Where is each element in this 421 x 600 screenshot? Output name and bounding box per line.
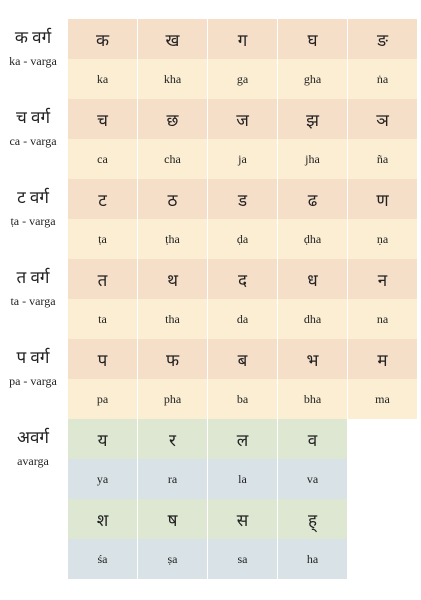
varga-3-latin-cell: da <box>208 299 277 339</box>
varga-0-devanagari-cell: क <box>68 19 137 59</box>
varga-label-0 <box>0 27 66 69</box>
avarga-latin-cell: ṣa <box>138 539 207 579</box>
varga-2-latin-cell: ḍa <box>208 219 277 259</box>
varga-0-devanagari-cell: ग <box>208 19 277 59</box>
varga-4-devanagari-cell: ब <box>208 339 277 379</box>
avarga-devanagari-cell: स <box>208 499 277 539</box>
avarga-latin-cell: ya <box>68 459 137 499</box>
varga-2-devanagari-cell: ण <box>348 179 417 219</box>
varga-4-latin-cell: pa <box>68 379 137 419</box>
varga-label-2-devanagari: ट वर्ग <box>17 188 49 207</box>
avarga-latin-cell: ha <box>278 539 347 579</box>
avarga-latin-cell: la <box>208 459 277 499</box>
varga-3-devanagari-cell: न <box>348 259 417 299</box>
varga-label-1-devanagari: च वर्ग <box>15 108 51 127</box>
varga-label-4-latin: pa - varga <box>9 374 57 388</box>
avarga-label-latin: avarga <box>17 454 49 468</box>
varga-4-latin-cell: ma <box>348 379 417 419</box>
varga-1-devanagari-cell: छ <box>138 99 207 139</box>
avarga-devanagari-cell: य <box>68 419 137 459</box>
varga-1-latin-cell: jha <box>278 139 347 179</box>
varga-3-latin-cell: ta <box>68 299 137 339</box>
avarga-devanagari-cell: ह् <box>278 499 347 539</box>
varga-3-devanagari-cell: त <box>68 259 137 299</box>
varga-1-latin-cell: cha <box>138 139 207 179</box>
avarga-latin-cell: va <box>278 459 347 499</box>
avarga-label-devanagari: अवर्ग <box>16 428 49 447</box>
varga-2-devanagari-cell: ढ <box>278 179 347 219</box>
varga-label-2 <box>0 187 66 229</box>
varga-4-latin-cell: pha <box>138 379 207 419</box>
avarga-devanagari-cell: ष <box>138 499 207 539</box>
varga-0-latin-cell: kha <box>138 59 207 99</box>
varga-label-0-devanagari: क वर्ग <box>14 28 52 47</box>
varga-4-latin-cell: ba <box>208 379 277 419</box>
varga-label-1-latin: ca - varga <box>9 134 57 148</box>
varga-0-latin-cell: ga <box>208 59 277 99</box>
varga-3-latin-cell: na <box>348 299 417 339</box>
varga-1-devanagari-cell: च <box>68 99 137 139</box>
varga-1-devanagari-cell: झ <box>278 99 347 139</box>
varga-label-2-latin: ṭa - varga <box>10 214 56 228</box>
varga-label-0-latin: ka - varga <box>9 54 57 68</box>
varga-label-3 <box>0 267 66 309</box>
varga-0-devanagari-cell: घ <box>278 19 347 59</box>
varga-3-devanagari-cell: ध <box>278 259 347 299</box>
avarga-latin-cell: sa <box>208 539 277 579</box>
avarga-devanagari-cell: श <box>68 499 137 539</box>
avarga-devanagari-cell: ल <box>208 419 277 459</box>
varga-3-devanagari-cell: द <box>208 259 277 299</box>
avarga-devanagari-cell: व <box>278 419 347 459</box>
varga-2-devanagari-cell: ठ <box>138 179 207 219</box>
varga-1-devanagari-cell: ज <box>208 99 277 139</box>
varga-label-4-devanagari: प वर्ग <box>16 348 50 367</box>
varga-0-latin-cell: ka <box>68 59 137 99</box>
varga-2-latin-cell: ḍha <box>278 219 347 259</box>
varga-2-devanagari-cell: ट <box>68 179 137 219</box>
varga-4-devanagari-cell: म <box>348 339 417 379</box>
varga-0-devanagari-cell: ङ <box>348 19 417 59</box>
avarga-latin-cell: śa <box>68 539 137 579</box>
varga-0-devanagari-cell: ख <box>138 19 207 59</box>
varga-4-latin-cell: bha <box>278 379 347 419</box>
varga-label-3-latin: ta - varga <box>10 294 56 308</box>
varga-1-latin-cell: ja <box>208 139 277 179</box>
varga-label-3-devanagari: त वर्ग <box>16 268 50 287</box>
avarga-latin-cell: ra <box>138 459 207 499</box>
varga-label-4 <box>0 347 66 389</box>
varga-0-latin-cell: ṅa <box>348 59 417 99</box>
varga-label-1 <box>0 107 66 149</box>
varga-2-latin-cell: ṭa <box>68 219 137 259</box>
varga-1-devanagari-cell: ञ <box>348 99 417 139</box>
varga-2-devanagari-cell: ड <box>208 179 277 219</box>
varga-2-latin-cell: ṇa <box>348 219 417 259</box>
varga-4-devanagari-cell: प <box>68 339 137 379</box>
varga-2-latin-cell: ṭha <box>138 219 207 259</box>
avarga-devanagari-cell: र <box>138 419 207 459</box>
varga-3-latin-cell: tha <box>138 299 207 339</box>
varga-3-latin-cell: dha <box>278 299 347 339</box>
varga-3-devanagari-cell: थ <box>138 259 207 299</box>
varga-1-latin-cell: ca <box>68 139 137 179</box>
varga-4-devanagari-cell: भ <box>278 339 347 379</box>
varga-0-latin-cell: gha <box>278 59 347 99</box>
varga-4-devanagari-cell: फ <box>138 339 207 379</box>
avarga-label <box>0 427 66 469</box>
varga-1-latin-cell: ña <box>348 139 417 179</box>
